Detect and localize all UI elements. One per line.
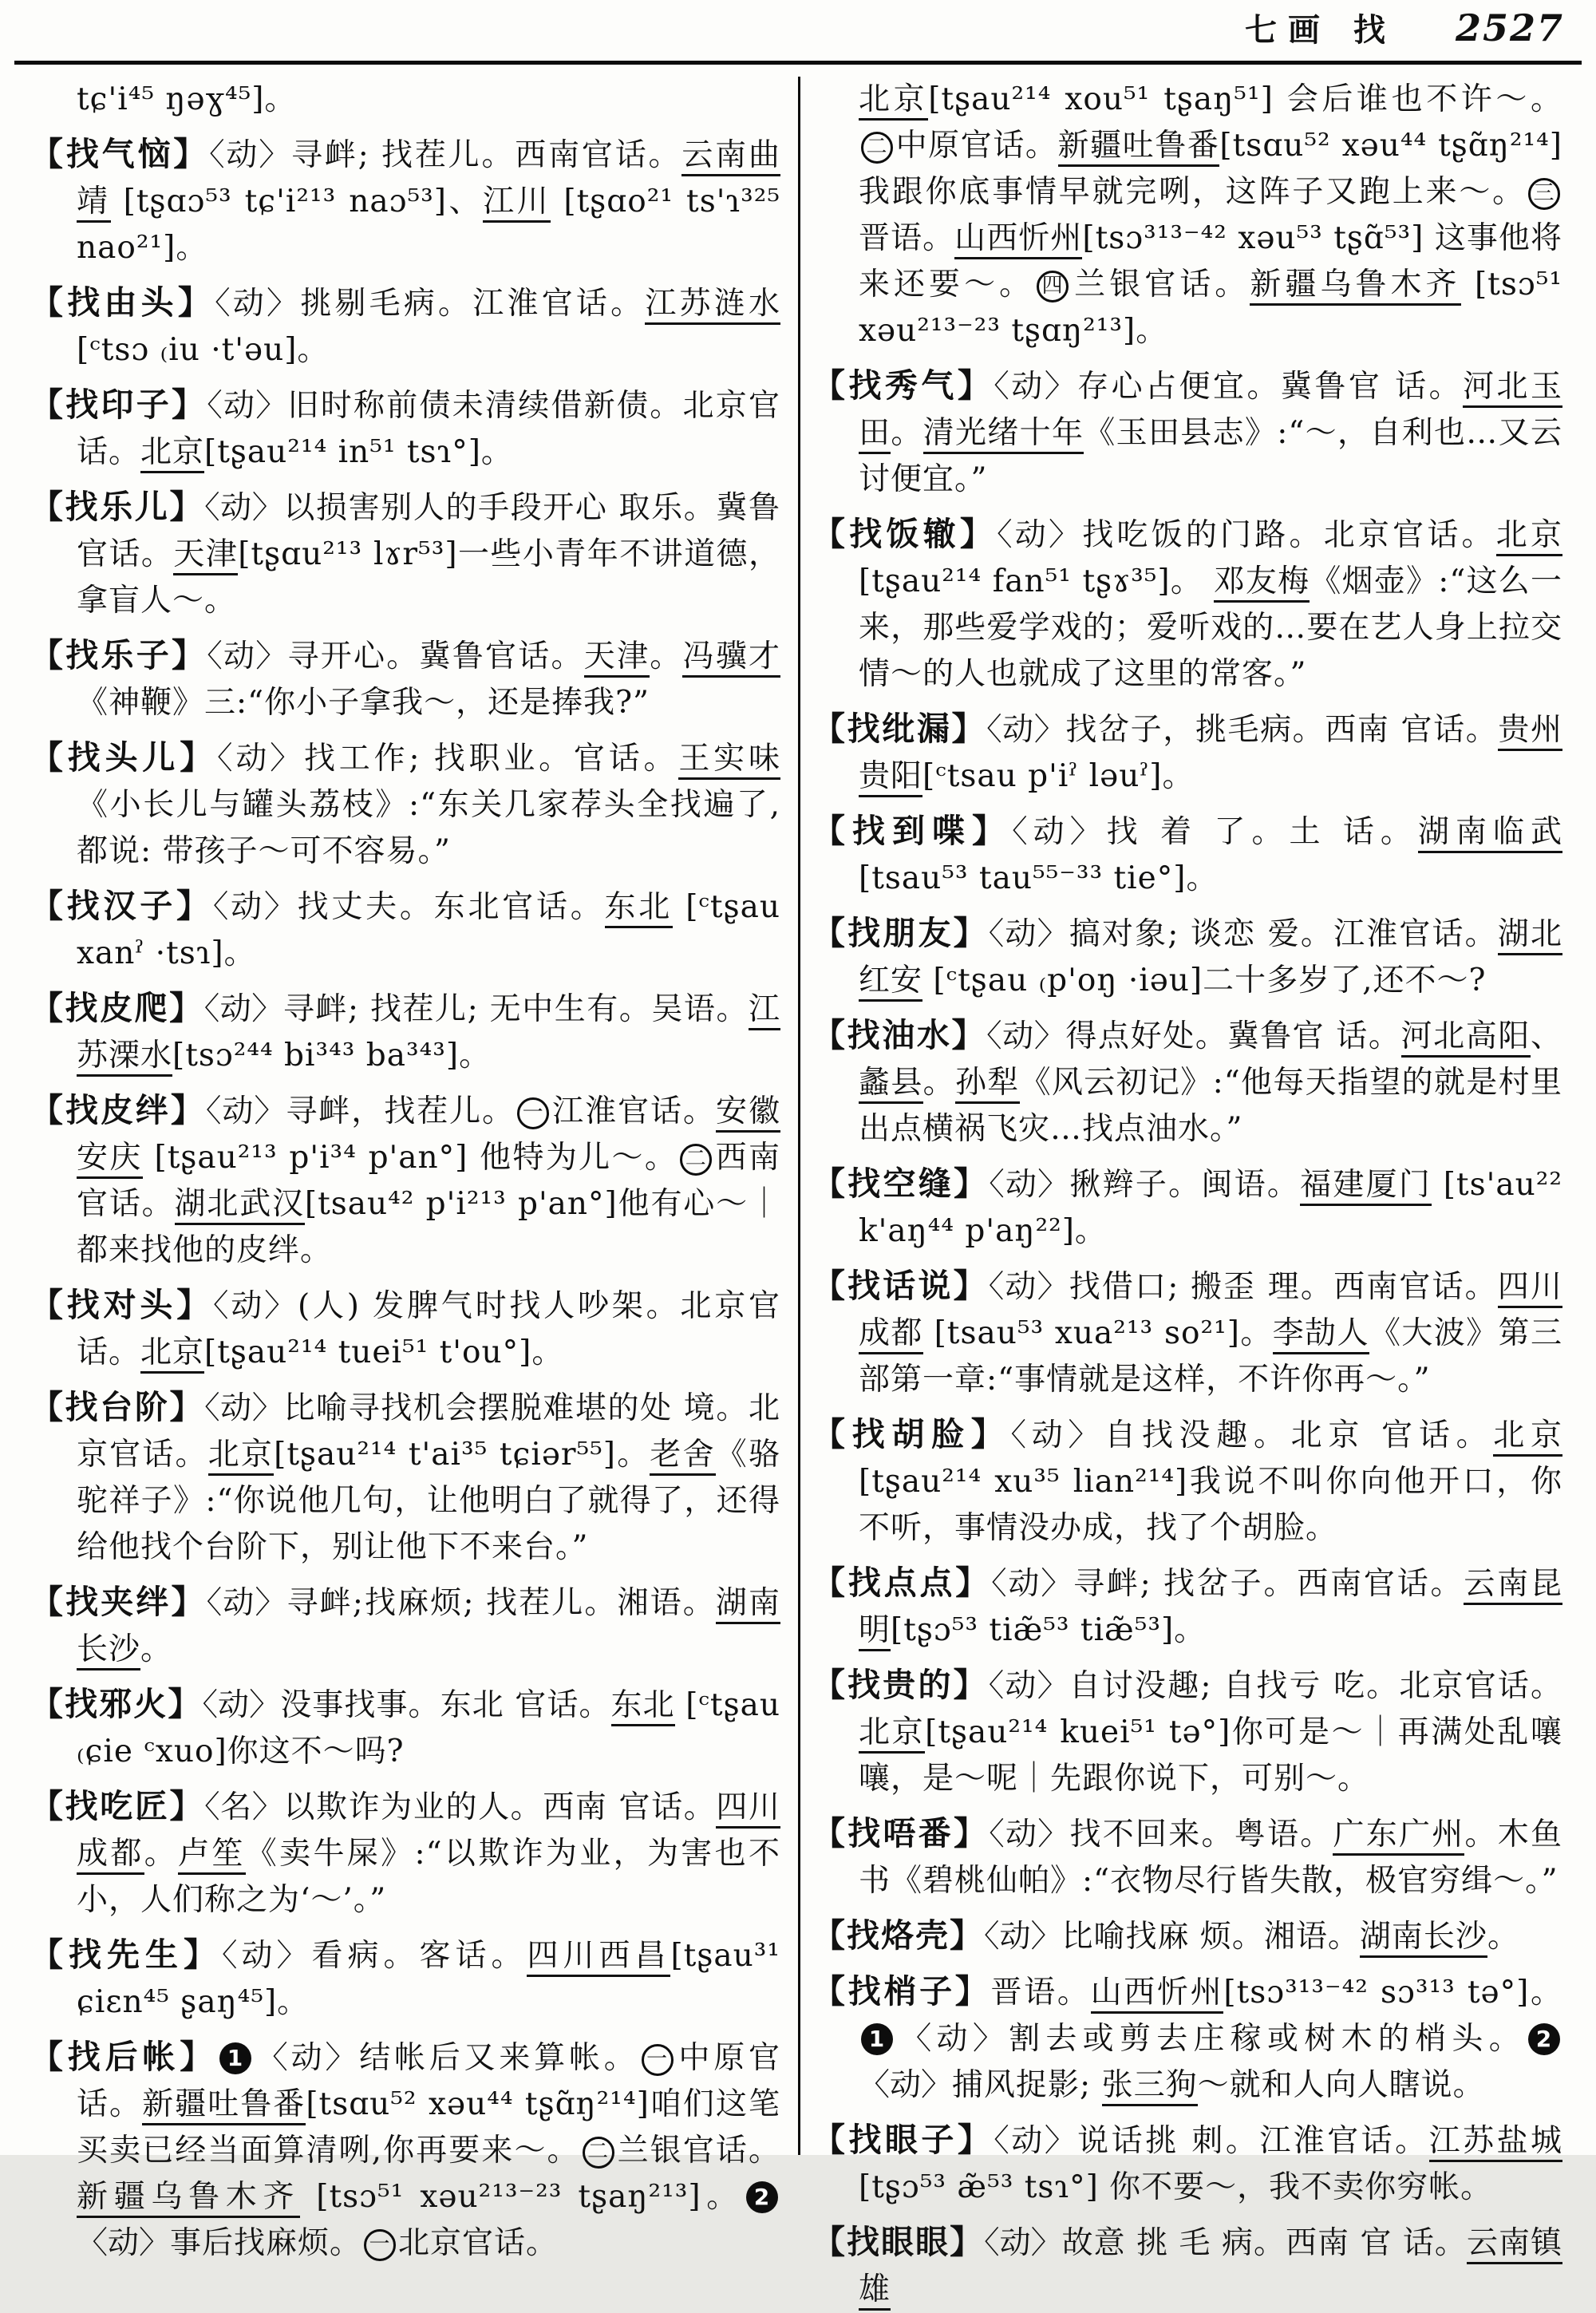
entry-text: (人) 发脾气时找人吵架。北京官话。 [77,1288,781,1370]
proper-noun: 老舍 [650,1437,715,1476]
entry-text: [tʂɔ⁵³ tiæ̃⁵³ tiæ̃⁵³]。 [891,1612,1207,1648]
entry-text: 找借口; 搬歪 理。西南官话。 [1069,1269,1498,1305]
entry-headword: 【找邪火】 [30,1685,203,1723]
pos-tag: 〈动〉 [986,712,1066,748]
entry-text: 。 [1487,1919,1519,1955]
dictionary-entry [30,1931,780,2026]
entry-text: 晋语。 [859,220,955,256]
entry-text: [tʂɑu²¹³ lɤr⁵³]一些小青年不讲道德，拿盲人～。 [77,536,780,619]
dictionary-entry [30,883,780,977]
entry-text: 没事找事。东北 官话。 [280,1687,611,1723]
dictionary-entry [30,1681,780,1775]
entry-text: 晋语。 [990,1975,1091,2011]
proper-noun: 江川 [483,184,551,223]
dictionary-entry [812,2219,1562,2313]
dictionary-entry [30,2034,780,2267]
entry-text: 自找没趣。北京 官话。 [1104,1417,1494,1453]
entry-text: 《玉田县志》:“～，自利也…又云讨便宜。” [859,415,1562,497]
dictionary-entry [812,1810,1562,1904]
entry-text: [tʂau²¹⁴ tuei⁵¹ t'ou°]。 [204,1334,564,1370]
column-divider [798,77,800,2155]
proper-noun: 湖南长沙 [77,1585,780,1670]
subsense-number: 一 [642,2044,674,2076]
pos-tag: 〈动〉 [206,1585,287,1621]
entry-text: [tsɔ⁵¹ xəu²¹³⁻²³ tʂaŋ²¹³]。 [300,2179,744,2215]
dictionary-entry [30,1384,780,1571]
dictionary-entry [30,1783,780,1924]
proper-noun: 王实味 [678,741,780,780]
entry-headword: 【找夹绊】 [30,1583,207,1621]
entry-text: 《大波》第三部第一章:“事情就是这样，不许你再～。” [859,1315,1562,1398]
proper-noun: 天津 [584,639,650,678]
pos-tag: 〈动〉 [213,1288,298,1324]
page-number: 2527 [1455,6,1564,49]
proper-noun: 邓友梅 [1214,563,1310,603]
proper-noun: 张三狗 [1102,2067,1198,2106]
proper-noun: 四川成都 [859,1269,1562,1354]
entry-text: 得点好处。冀鲁官 话。 [1065,1018,1401,1054]
entry-text: [tʂau²¹⁴ xu³⁵ lian²¹⁴]我说不叫你向他开口，你不听，事情没办成，找了个胡脸。 [859,1464,1562,1546]
header-rule [14,61,1582,65]
proper-noun: 李劼人 [1273,1315,1369,1354]
entry-text: [ᶜtʂau ₍ɕie ᶜxuo]你这不～吗? [77,1687,780,1769]
pos-tag: 〈动〉 [988,1269,1069,1305]
subsense-number: 二 [583,2137,614,2169]
entry-text: [tsau⁵³ xua²¹³ so²¹]。 [922,1315,1273,1351]
entry-headword: 【找后帐】 [30,2038,217,2076]
entry-headword: 【找空缝】 [812,1164,990,1203]
pos-tag: 〈动〉 [991,1566,1074,1602]
entry-text: [tʂau³¹ ɕiɛn⁴⁵ ʂaŋ⁴⁵]。 [77,1938,780,2020]
pos-tag: 〈动〉 [988,1668,1069,1704]
entry-text: 江淮官话。 [551,1093,716,1129]
entry-text: 兰银官话。 [616,2133,780,2169]
entry-text: 说话挑 刺。江淮官话。 [1077,2123,1429,2159]
pos-tag: 〈动〉 [207,639,288,674]
proper-noun: 北京 [859,1714,925,1754]
entry-headword: 【找对头】 [30,1286,214,1324]
entry-text: [tʂau²¹⁴ fan⁵¹ tʂɤ³⁵]。 [859,563,1214,599]
entry-text: 找吃饭的门路。北京官话。 [1082,517,1496,553]
entry-headword: 【找到喋】 [812,812,1013,850]
entry-text: [ts'au²² k'aŋ⁴⁴ p'aŋ²²]。 [859,1167,1562,1249]
entry-text: 故意 挑 毛 病。西南 官 话。 [1061,2225,1467,2261]
proper-noun: 湖南长沙 [1360,1919,1487,1958]
dictionary-entry [30,1579,780,1673]
entry-headword: 【找唔番】 [812,1814,990,1852]
entry-text: 寻衅;找麻烦; 找茬儿。湘语。 [286,1585,716,1621]
proper-noun: 北京 [208,1437,274,1476]
entry-text: 寻开心。冀鲁官话。 [287,639,584,674]
entry-text: [tʂau²¹⁴ xou⁵¹ tʂaŋ⁵¹] 会后谁也不许～。 [928,81,1562,117]
entry-text: [ᶜtʂau ₍p'oŋ ·iəu]二十多岁了,还不～? [922,963,1487,998]
entry-text: tɕ'i⁴⁵ ŋəɣ⁴⁵]。 [77,81,297,117]
proper-noun: 云南曲靖 [77,137,780,223]
proper-noun: 北京 [140,434,204,473]
pos-tag: 〈动〉 [984,2225,1062,2261]
entry-text: 存心占便宜。冀鲁官 话。 [1077,369,1464,405]
entry-headword: 【找眼眼】 [812,2223,985,2261]
proper-noun: 河北高阳 [1401,1018,1531,1058]
proper-noun: 四川西昌 [527,1938,670,1977]
entry-headword: 【找气恼】 [30,135,210,173]
proper-noun: 蠡县 [859,1065,923,1104]
pos-tag: 〈动〉 [254,2040,360,2076]
dictionary-entry [30,382,780,476]
entry-text: 以损害别人的手段开心 取乐。冀鲁官话。 [77,490,780,572]
dictionary-entry [30,131,780,271]
entry-text: 事后找麻烦。 [170,2225,362,2261]
entry-text: 。 [140,1631,173,1667]
subsense-number: 一 [517,1097,549,1129]
proper-noun: 云南昆明 [859,1566,1562,1651]
entry-text: [tʂau²¹⁴ kuei⁵¹ tə°]你可是～｜再满处乱嚷嚷，是～呢｜先跟你说下，可别～。 [859,1714,1562,1797]
entry-text: [tsɔ⁵¹ xəu²¹³⁻²³ tʂɑŋ²¹³]。 [859,267,1562,349]
entry-continuation [30,77,780,123]
entry-headword: 【找油水】 [812,1016,987,1054]
entry-text: 北京官话。 [398,2225,559,2261]
sense-number: 1 [219,2042,251,2074]
entry-text: [tsɔ²⁴⁴ bi³⁴³ ba³⁴³]。 [172,1038,492,1073]
entry-continuation [812,77,1562,354]
entry-headword: 【找头儿】 [30,738,218,777]
entry-text: 。 [650,639,683,674]
pos-tag: 〈动〉 [1012,814,1107,850]
entry-headword: 【找纰漏】 [812,710,987,748]
entry-text: 寻衅; 找茬儿。西南官话。 [291,137,682,173]
entry-headword: 【找由头】 [30,283,215,322]
left-column [30,77,781,2261]
proper-noun: 新疆吐鲁番 [1058,128,1220,167]
entry-text: [tʂau²¹³ p'i³⁴ p'an°] 他特为儿～。 [142,1140,678,1176]
entry-text: 寻衅; 找岔子。西南官话。 [1073,1566,1464,1602]
entry-text: 中原官话。 [77,2040,780,2122]
pos-tag: 〈动〉 [988,916,1069,952]
proper-noun: 卢笙 [178,1836,246,1875]
proper-noun: 东北 [611,1687,675,1726]
entry-text: [tsɑu⁵² xəu⁴⁴ tʂɑ̃ŋ²¹⁴]我跟你底事情早就完咧，这阵子又跑上来～。 [859,128,1562,210]
entry-text: 。 [144,1836,179,1872]
pos-tag: 〈动〉 [994,369,1078,405]
entry-headword: 【找胡脸】 [812,1415,1011,1453]
dictionary-entry [812,1411,1562,1552]
proper-noun: 福建厦门 [1300,1167,1432,1206]
entry-text: 找工作; 找职业。官话。 [303,741,679,777]
entry-text: 旧时称前债未清续借新债。北京官话。 [77,388,780,470]
sense-number: 2 [1528,2023,1560,2055]
pos-tag: 〈动〉 [1010,1417,1105,1453]
proper-noun: 江苏涟水 [645,286,780,325]
subsense-number: 二 [680,1144,712,1176]
subsense-number: 一 [364,2229,396,2261]
entry-text: [tsau⁵³ tau⁵⁵⁻³³ tie°]。 [859,860,1219,896]
dictionary-entry [30,985,780,1079]
proper-noun: 北京 [859,81,928,121]
entry-headword: 【找朋友】 [812,914,989,952]
dictionary-entry [30,1282,780,1376]
dictionary-entry [812,2117,1562,2211]
entry-text: [tʂɑo²¹ ts'ɿ³²⁵ nao²¹]。 [77,184,780,266]
entry-headword: 【找秀气】 [812,366,994,405]
subsense-number: 二 [861,132,893,164]
proper-noun: 东北 [605,889,674,928]
pos-tag: 〈动〉 [205,1093,286,1129]
entry-text: [tʂɑɔ⁵³ tɕ'i²¹³ naɔ⁵³]、 [110,184,484,219]
dictionary-entry [812,1560,1562,1654]
dictionary-entry [812,511,1562,698]
proper-noun: 北京 [1496,517,1562,556]
entry-text: 兰银官话。 [1071,267,1250,302]
entry-headword: 【找先生】 [30,1935,222,1974]
proper-noun: 河北玉田 [859,369,1562,454]
proper-noun: 江苏溧水 [77,991,780,1077]
pos-tag: 〈动〉 [895,2021,1009,2057]
entry-text: 自讨没趣; 自找亏 吃。北京官话。 [1069,1668,1562,1704]
entry-text: 《风云初记》:“他每天指望的就是村里出点横祸飞灾…找点油水。” [859,1065,1562,1147]
entry-text: [ᶜtʂau xanˀ ·tsɿ]。 [77,889,780,971]
dictionary-entry [812,1012,1562,1153]
entry-text: ～就和人向人瞎说。 [1197,2067,1485,2103]
entry-text: 结帐后又来算帐。 [359,2040,639,2076]
pos-tag: 〈动〉 [986,1018,1066,1054]
entry-headword: 【找皮绊】 [30,1091,206,1129]
entry-headword: 【找皮爬】 [30,989,204,1027]
dictionary-entry [30,1087,780,1274]
entry-text: 找丈夫。东北官话。 [297,889,605,925]
entry-text: 。木鱼书《碧桃仙帕》:“衣物尽行皆失散，极官穷缉～。” [859,1817,1562,1899]
entry-headword: 【找梢子】 [812,1972,991,2011]
pos-tag: 〈动〉 [207,388,288,424]
entry-text: 《卖牛屎》:“以欺诈为业，为害也不小，人们称之为‘～’。” [77,1836,780,1918]
pos-tag: 〈名〉 [204,1789,284,1825]
entry-text: [tʂau²¹⁴ t'ai³⁵ tɕiər⁵⁵]。 [274,1437,650,1473]
entry-text: 捕风捉影; [952,2067,1102,2103]
entry-text: [tsɔ³¹³⁻⁴² sɔ³¹³ tə°]。 [1223,1975,1562,2011]
pos-tag: 〈动〉 [203,991,283,1027]
pos-tag: 〈动〉 [221,1938,312,1974]
stroke-section-label: 七画 [1244,11,1331,49]
entry-headword: 【找汉子】 [30,887,213,925]
proper-noun: 山西忻州 [1091,1975,1224,2014]
entry-text: 找 着 了。土 话。 [1106,814,1418,850]
entry-headword: 【找乐儿】 [30,488,205,526]
proper-noun: 冯骥才 [682,639,780,678]
dictionary-entry [812,1263,1562,1403]
entry-headword: 【找吃匠】 [30,1787,205,1825]
proper-noun: 天津 [173,536,238,575]
proper-noun: 贵州贵阳 [859,712,1562,797]
entry-text: 。 [922,1065,955,1101]
pos-tag: 〈动〉 [984,1919,1062,1955]
dictionary-entry [812,362,1562,503]
entry-text: [tsɔ³¹³⁻⁴² xəu⁵³ tʂɑ̃⁵³] 这事他将来还要～。 [859,220,1562,302]
entry-text: 以欺诈为业的人。西南 官话。 [283,1789,717,1825]
entry-text: 比喻寻找机会摆脱难堪的处 境。北京官话。 [77,1390,780,1473]
head-character: 找 [1353,11,1385,49]
entry-text: 西南官话。 [77,1140,780,1222]
pos-tag: 〈动〉 [215,286,301,322]
entry-text: [tsɑu⁵² xəu⁴⁴ tʂɑ̃ŋ²¹⁴]咱们这笔买卖已经当面算清咧,你再要来～。 [77,2086,780,2169]
pos-tag: 〈动〉 [202,1687,281,1723]
entry-headword: 【找眼子】 [812,2121,994,2159]
subsense-number: 三 [1528,178,1560,210]
entry-text: 寻衅，找茬儿。 [286,1093,516,1129]
dictionary-entry [812,910,1562,1004]
entry-text: 。 [891,415,923,451]
entry-headword: 【找印子】 [30,386,207,424]
entry-text: [tʂau²¹⁴ in⁵¹ tsɿ°]。 [204,434,513,470]
entry-text: 《烟壶》:“这么一来，那些爱学戏的；爱听戏的…要在艺人身上拉交情～的人也就成了这里的常客。” [859,563,1562,692]
entry-headword: 【找饭辙】 [812,515,998,553]
pos-tag: 〈动〉 [212,889,298,925]
sense-number: 2 [746,2181,778,2213]
pos-tag: 〈动〉 [859,2067,953,2103]
entry-text: 寻衅; 找茬儿; 无中生有。吴语。 [282,991,749,1027]
proper-noun: 安徽安庆 [77,1093,780,1179]
pos-tag: 〈动〉 [204,490,284,526]
entry-text: 搞对象; 谈恋 爱。江淮官话。 [1069,916,1498,952]
entry-text: 割去或剪去庄稼或树木的梢头。 [1009,2021,1526,2057]
entry-text: 揪辫子。闽语。 [1069,1167,1301,1203]
dictionary-entry [812,706,1562,800]
dictionary-entry [812,1160,1562,1255]
pos-tag: 〈动〉 [989,1817,1070,1852]
entry-text: [ᶜtsɔ ₍iu ·t'əu]。 [77,332,330,368]
entry-text: 、 [1530,1018,1562,1054]
proper-noun: 清光绪十年 [923,415,1084,454]
proper-noun: 湖北红安 [859,916,1562,1002]
entry-text: 找岔子，挑毛病。西南 官话。 [1065,712,1499,748]
dictionary-entry [30,279,780,374]
proper-noun: 北京 [140,1334,204,1374]
dictionary-entry [812,1968,1562,2109]
entry-text: 《神鞭》三:“你小子拿我～，还是捧我?” [77,685,650,721]
entry-text: 看病。客话。 [311,1938,527,1974]
dictionary-entry [812,1662,1562,1802]
pos-tag: 〈动〉 [989,1167,1070,1203]
entry-text: 比喻找麻 烦。湘语。 [1061,1919,1360,1955]
proper-noun: 新疆吐鲁番 [142,2086,306,2125]
entry-text: 中原官话。 [895,128,1058,164]
proper-noun: 湖南临武 [1418,814,1562,853]
page-header [1245,5,1564,50]
entry-text: [ᶜtsau p'iˀ ləuˀ]。 [922,758,1195,794]
pos-tag: 〈动〉 [77,2225,171,2261]
proper-noun: 江苏盐城 [1429,2123,1562,2162]
pos-tag: 〈动〉 [204,1390,284,1426]
dictionary-entry [30,734,780,875]
entry-text: 《骆驼祥子》:“你说他几句，让他明白了就得了，还得给他找个台阶下，别让他下不来台。” [77,1437,780,1565]
right-column [812,77,1562,2307]
entry-text: 找不回来。粤语。 [1069,1817,1333,1852]
dictionary-entry [30,632,780,726]
entry-headword: 【找话说】 [812,1267,989,1305]
entry-headword: 【找点点】 [812,1564,992,1602]
proper-noun: 新疆乌鲁木齐 [1250,267,1460,306]
proper-noun: 孙犁 [955,1065,1020,1104]
sense-number: 1 [861,2023,893,2055]
dictionary-entry [812,808,1562,902]
proper-noun: 广东广州 [1333,1817,1464,1856]
pos-tag: 〈动〉 [997,517,1083,553]
entry-headword: 【找贵的】 [812,1666,989,1704]
dictionary-entry [30,484,780,624]
entry-text: [tsau⁴² p'i²¹³ p'an°]他有心～｜都来找他的皮绊。 [77,1186,780,1268]
pos-tag: 〈动〉 [209,137,292,173]
proper-noun: 山西忻州 [954,220,1082,259]
subsense-number: 四 [1037,271,1069,302]
text-body [30,77,1578,2307]
entry-headword: 【找台阶】 [30,1388,205,1426]
entry-text: 挑剔毛病。江淮官话。 [300,286,646,322]
entry-text: [tʂɔ⁵³ æ̃⁵³ tsɿ°] 你不要～，我不卖你穷帐。 [859,2169,1493,2205]
entry-text: 《小长儿与罐头荔枝》:“东关几家荐头全找遍了,都说: 带孩子～可不容易。” [77,787,780,869]
entry-headword: 【找烙壳】 [812,1916,984,1955]
pos-tag: 〈动〉 [994,2123,1078,2159]
proper-noun: 湖北武汉 [175,1186,305,1225]
dictionary-entry [812,1912,1562,1960]
entry-headword: 【找乐子】 [30,636,207,674]
proper-noun: 北京 [1493,1417,1562,1457]
proper-noun: 云南镇雄 [859,2225,1562,2311]
pos-tag: 〈动〉 [217,741,304,777]
proper-noun: 四川成都 [77,1789,780,1875]
proper-noun: 新疆乌鲁木齐 [77,2179,300,2218]
